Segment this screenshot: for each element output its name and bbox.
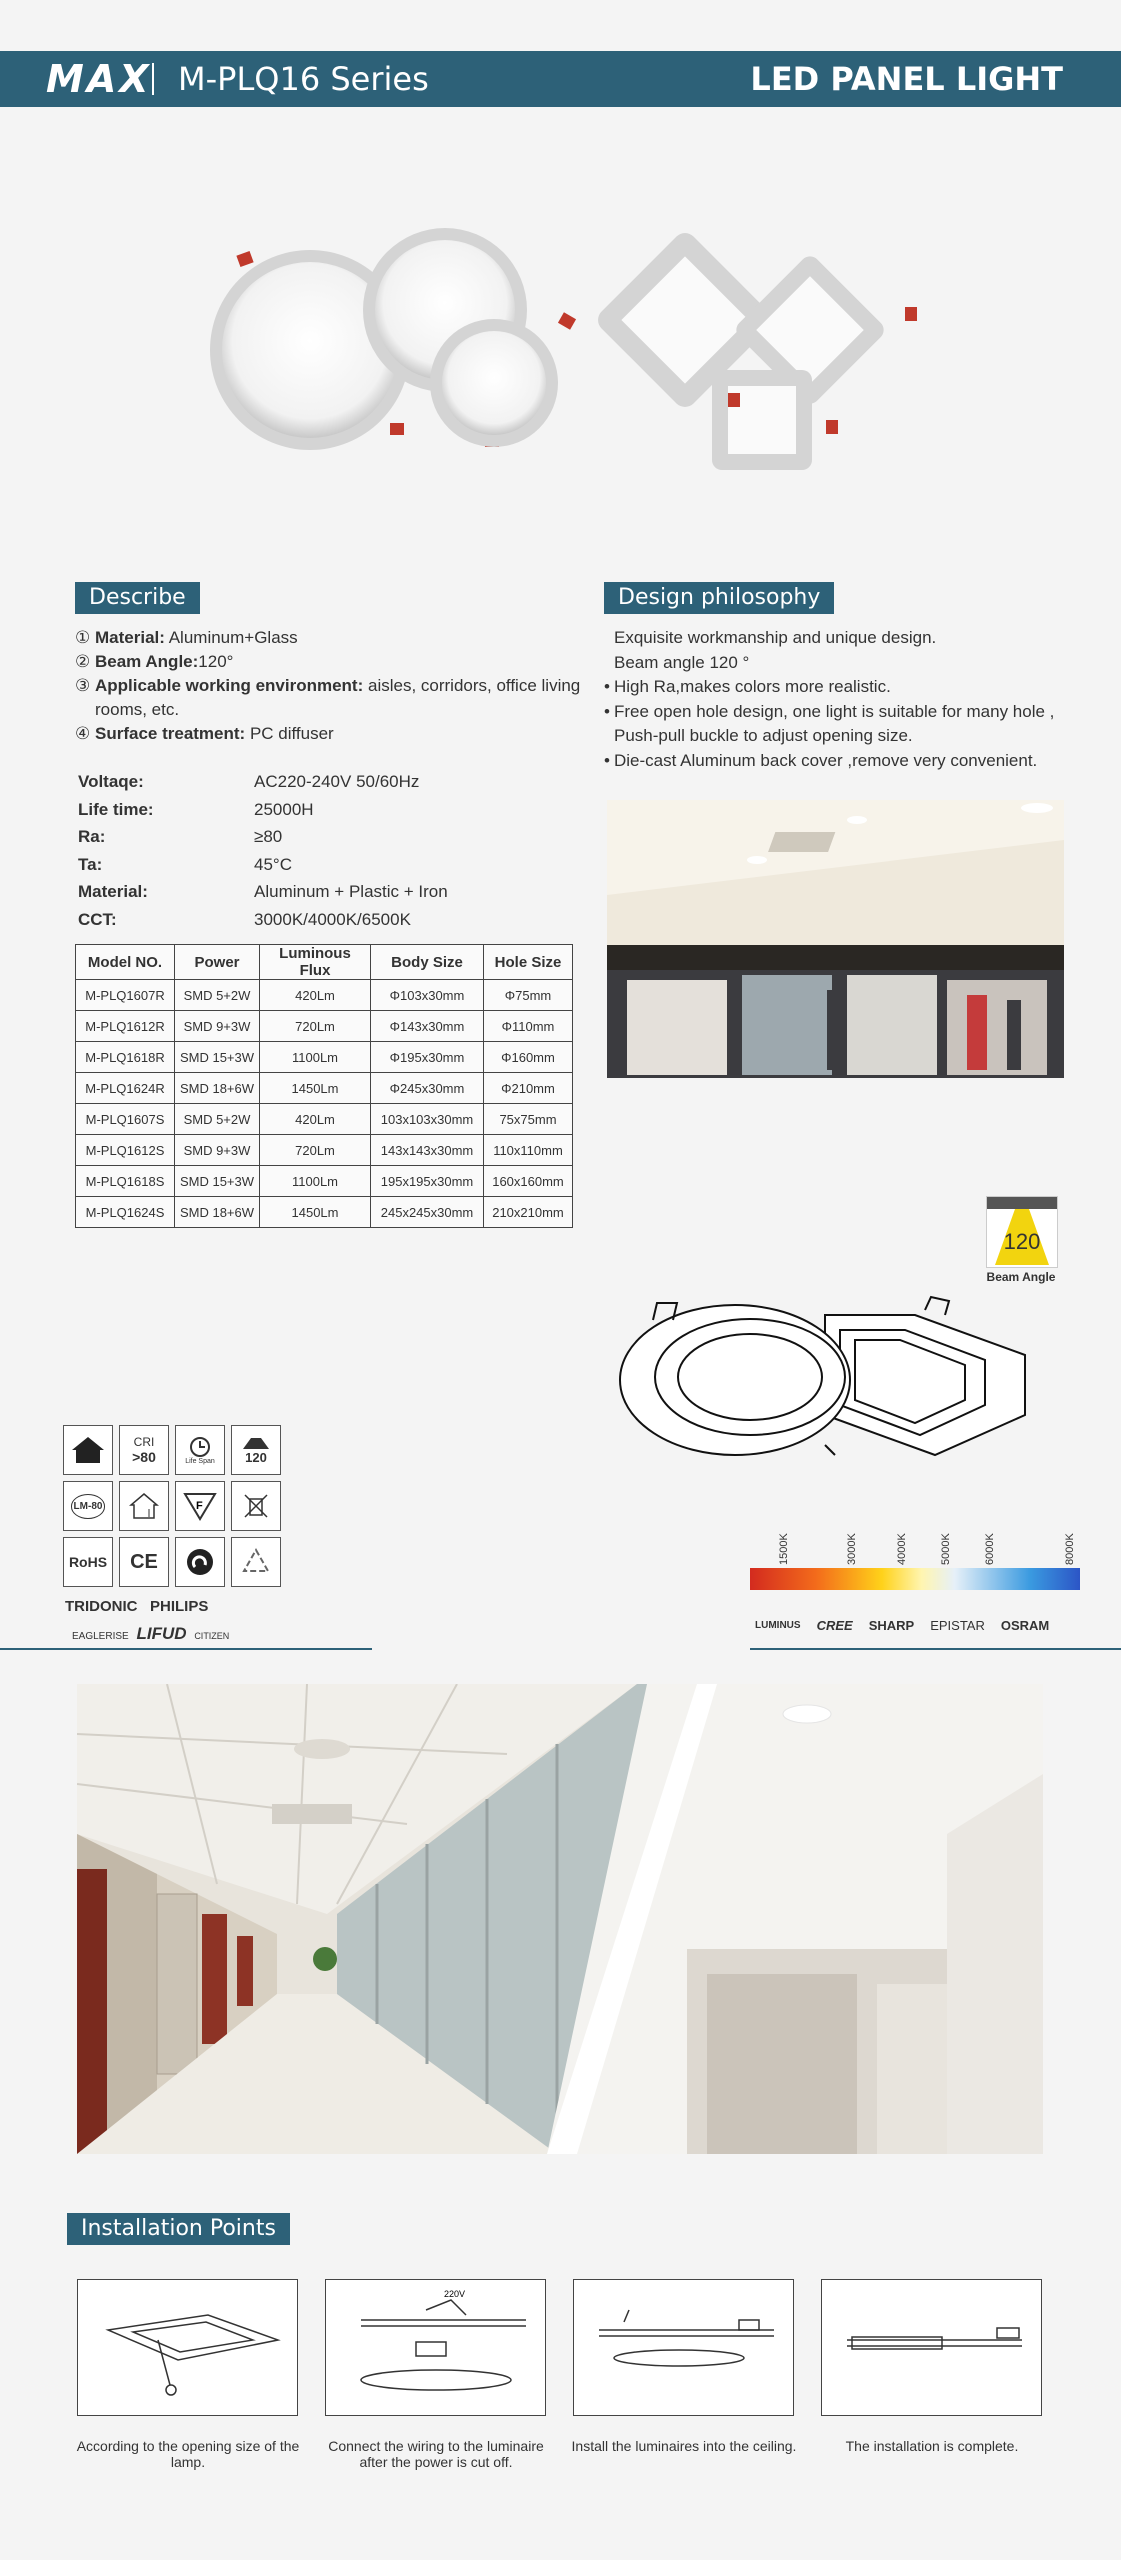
beam-angle-icon	[986, 1196, 1058, 1268]
table-cell: M-PLQ1607S	[76, 1104, 175, 1135]
install-step-2-figure	[325, 2279, 546, 2416]
table-cell: M-PLQ1612S	[76, 1135, 175, 1166]
table-cell: Φ160mm	[484, 1042, 573, 1073]
table-cell: Φ195x30mm	[371, 1042, 484, 1073]
table-row	[76, 1104, 573, 1135]
describe-item: ④ Surface treatment: PC diffuser	[75, 724, 334, 743]
cct-tick-label: 4000K	[896, 1533, 908, 1565]
install-step-4-figure	[821, 2279, 1042, 2416]
brand-logo: MAX	[46, 57, 152, 101]
design-bullet: • Free open hole design, one light is suitable for many hole , Push-pull buckle to adjust opening size.	[604, 701, 1055, 745]
table-row	[76, 1011, 573, 1042]
table-cell: 103x103x30mm	[371, 1104, 484, 1135]
spec-row: Voltaqe: AC220-240V 50/60Hz	[78, 772, 420, 791]
table-cell: SMD 15+3W	[175, 1042, 260, 1073]
table-row	[76, 1135, 573, 1166]
brand-logos-row2: EAGLERISE LIFUD CITIZEN	[72, 1624, 230, 1643]
column-header: Model NO.	[76, 945, 175, 980]
column-header: Luminous Flux	[260, 945, 371, 980]
installation-tag: Installation Points	[67, 2213, 290, 2245]
describe-item: ③ Applicable working environment: aisles, corridors, office living rooms, etc.	[75, 676, 581, 719]
column-header: Body Size	[371, 945, 484, 980]
table-cell: Φ245x30mm	[371, 1073, 484, 1104]
office-corridor-photo	[77, 1684, 1043, 2154]
header-divider	[152, 63, 154, 95]
table-cell: 720Lm	[260, 1011, 371, 1042]
ce-icon: CE	[119, 1537, 169, 1587]
beam-angle-badge	[986, 1196, 1056, 1284]
spec-row: Ta: 45°C	[78, 854, 292, 874]
spec-list	[78, 768, 448, 933]
table-cell: 1100Lm	[260, 1166, 371, 1197]
table-cell: 195x195x30mm	[371, 1166, 484, 1197]
store-interior-photo	[607, 800, 1064, 1078]
beam-angle-value: 120	[1003, 1229, 1041, 1254]
certification-grid	[63, 1425, 281, 1587]
cct-tick-label: 5000K	[940, 1533, 952, 1565]
table-cell: M-PLQ1607R	[76, 980, 175, 1011]
f-mark-icon	[175, 1481, 225, 1531]
describe-list	[75, 626, 595, 746]
divider-line	[750, 1648, 1121, 1650]
house-icon	[63, 1425, 113, 1475]
table-cell: SMD 5+2W	[175, 1104, 260, 1135]
header-bar	[0, 51, 1121, 107]
table-cell: 420Lm	[260, 980, 371, 1011]
table-cell: M-PLQ1618R	[76, 1042, 175, 1073]
model-table	[75, 944, 573, 1228]
cct-ticks	[750, 1535, 1080, 1565]
install-step-4-caption: The installation is complete.	[845, 2438, 1019, 2454]
install-step-1-figure	[77, 2279, 298, 2416]
cct-tick-label: 8000K	[1064, 1533, 1076, 1565]
table-cell: M-PLQ1624S	[76, 1197, 175, 1228]
table-cell: M-PLQ1612R	[76, 1011, 175, 1042]
energy-icon	[175, 1537, 225, 1587]
table-cell: SMD 5+2W	[175, 980, 260, 1011]
table-cell: 1450Lm	[260, 1197, 371, 1228]
table-cell: 75x75mm	[484, 1104, 573, 1135]
series-title: M-PLQ16 Series	[178, 60, 429, 98]
describe-tag: Describe	[75, 582, 200, 614]
install-step-3-caption: Install the luminaires into the ceiling.	[571, 2438, 797, 2454]
rohs-icon: RoHS	[63, 1537, 113, 1587]
column-header: Hole Size	[484, 945, 573, 980]
no-bin-icon	[231, 1481, 281, 1531]
table-cell: Φ103x30mm	[371, 980, 484, 1011]
table-cell: M-PLQ1618S	[76, 1166, 175, 1197]
table-cell: SMD 9+3W	[175, 1011, 260, 1042]
table-cell: 245x245x30mm	[371, 1197, 484, 1228]
spec-row: Life time: 25000H	[78, 799, 314, 819]
brand-logos-row1: TRIDONIC PHILIPS	[65, 1598, 209, 1615]
beam-angle-label: Beam Angle	[986, 1270, 1056, 1284]
install-step-2-caption: Connect the wiring to the luminaire after the power is cut off.	[328, 2438, 544, 2470]
table-cell: Φ210mm	[484, 1073, 573, 1104]
table-cell: Φ75mm	[484, 980, 573, 1011]
table-row	[76, 1197, 573, 1228]
table-row	[76, 980, 573, 1011]
divider-line	[0, 1648, 372, 1650]
table-cell: 1450Lm	[260, 1073, 371, 1104]
cct-color-bar	[750, 1568, 1080, 1590]
design-tag: Design philosophy	[604, 582, 834, 614]
table-cell: 720Lm	[260, 1135, 371, 1166]
indoor-icon	[119, 1481, 169, 1531]
product-photo	[200, 215, 960, 495]
table-header-row	[76, 945, 573, 980]
cct-tick-label: 3000K	[846, 1533, 858, 1565]
design-intro: Beam angle 120 °	[614, 652, 750, 672]
table-cell: SMD 9+3W	[175, 1135, 260, 1166]
table-row	[76, 1166, 573, 1197]
cct-tick-label: 1500K	[778, 1533, 790, 1565]
design-bullet: • Die-cast Aluminum back cover ,remove very convenient.	[604, 750, 1038, 770]
spec-row: CCT: 3000K/4000K/6500K	[78, 909, 411, 929]
product-type-title: LED PANEL LIGHT	[750, 60, 1063, 98]
lm80-icon: LM-80	[63, 1481, 113, 1531]
table-row	[76, 1073, 573, 1104]
table-cell: 160x160mm	[484, 1166, 573, 1197]
recycle-icon	[231, 1537, 281, 1587]
table-cell: SMD 18+6W	[175, 1197, 260, 1228]
chip-brand-logos: LUMINUS CREE SHARP EPISTAR OSRAM	[755, 1618, 1050, 1633]
describe-item: ② Beam Angle:120°	[75, 652, 234, 671]
svg-text:F: F	[196, 1500, 203, 1512]
product-line-drawing	[615, 1295, 1035, 1495]
table-row	[76, 1042, 573, 1073]
spec-row: Material: Aluminum + Plastic + Iron	[78, 882, 448, 901]
table-cell: 1100Lm	[260, 1042, 371, 1073]
cri-icon: CRI >80	[119, 1425, 169, 1475]
describe-item: ① Material: Aluminum+Glass	[75, 628, 298, 647]
design-bullet: • High Ra,makes colors more realistic.	[604, 677, 891, 696]
design-text	[604, 626, 1084, 773]
column-header: Power	[175, 945, 260, 980]
table-cell: Φ143x30mm	[371, 1011, 484, 1042]
table-cell: 143x143x30mm	[371, 1135, 484, 1166]
table-cell: SMD 18+6W	[175, 1073, 260, 1104]
life-span-icon: Life Span	[175, 1425, 225, 1475]
table-cell: SMD 15+3W	[175, 1166, 260, 1197]
table-cell: 420Lm	[260, 1104, 371, 1135]
install-step-3-figure	[573, 2279, 794, 2416]
voltage-label: 220V	[444, 2289, 466, 2299]
spec-row: Ra: ≥80	[78, 827, 283, 846]
install-step-1-caption: According to the opening size of the lamp.	[76, 2438, 300, 2470]
table-cell: M-PLQ1624R	[76, 1073, 175, 1104]
table-cell: Φ110mm	[484, 1011, 573, 1042]
table-cell: 110x110mm	[484, 1135, 573, 1166]
design-intro: Exquisite workmanship and unique design.	[614, 628, 937, 647]
beam-angle-cert-icon: 120	[231, 1425, 281, 1475]
table-cell: 210x210mm	[484, 1197, 573, 1228]
cct-tick-label: 6000K	[984, 1533, 996, 1565]
